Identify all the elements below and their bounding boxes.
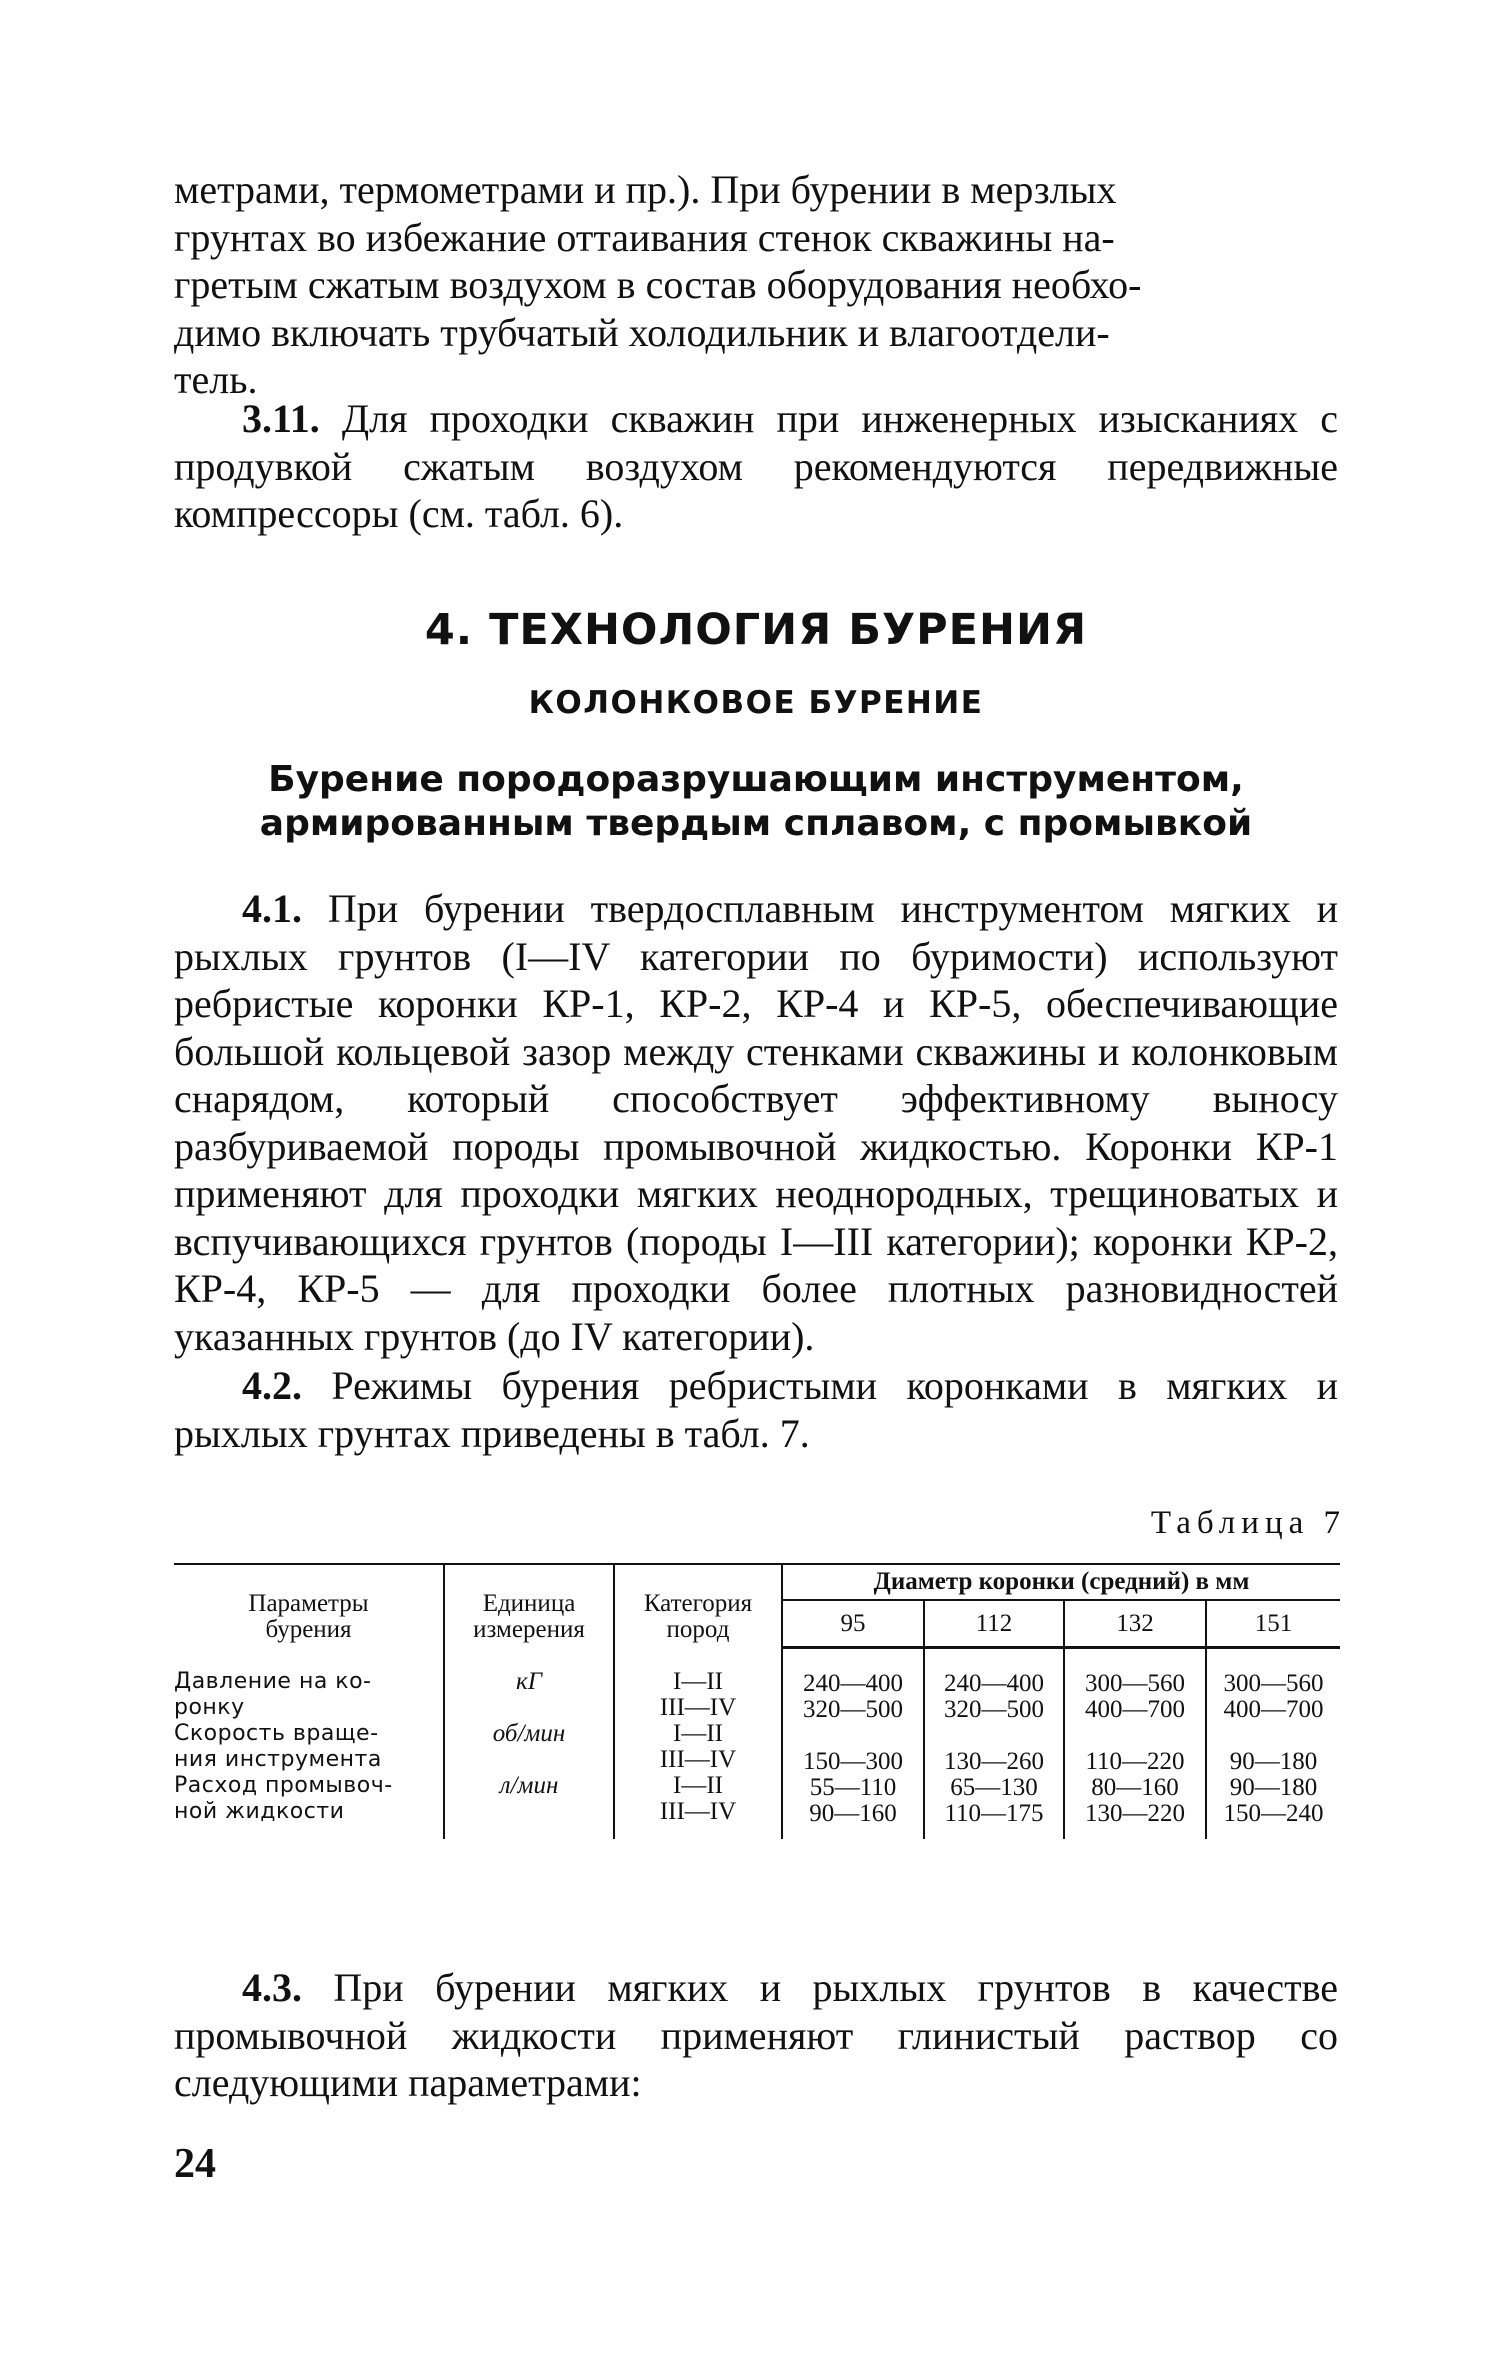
diameter-132-column [1064, 1647, 1206, 1839]
cell-line: 110—175 [944, 1799, 1044, 1827]
heading-line: Бурение породоразрушающим инструментом, [268, 759, 1244, 800]
cell-line: 130—260 [944, 1747, 1044, 1775]
cell-line: Давление на ко- [174, 1669, 372, 1694]
header-line: измерения [473, 1616, 585, 1643]
cell-line: 400—700 [1085, 1695, 1185, 1723]
header-line: Единица [482, 1590, 576, 1617]
header-diameter-151: 151 [1206, 1600, 1340, 1647]
intro-line: тель. [174, 357, 258, 402]
paragraph-number: 4.2. [242, 1363, 302, 1408]
paragraph-3-11 [174, 395, 1338, 538]
cell-line: 320—500 [944, 1695, 1044, 1723]
header-diameter-95: 95 [782, 1600, 924, 1647]
paragraph-text: При бурении мягких и рыхлых грунтов в качестве промывочной жидкости применяют глинистый раствор со следующими параметрами: [174, 1965, 1339, 2105]
header-param [174, 1564, 444, 1647]
diameter-95-column [782, 1647, 924, 1839]
cell-line: I—II [673, 1720, 723, 1747]
header-unit [444, 1564, 614, 1647]
intro-line: димо включать трубчатый холодильник и влагоотдели- [174, 309, 1110, 355]
intro-line: грунтах во избежание оттаивания стенок скважины на- [174, 214, 1115, 260]
cell-line: 400—700 [1223, 1695, 1324, 1723]
subsection-heading: КОЛОНКОВОЕ БУРЕНИЕ [528, 685, 984, 721]
diameter-112-column [924, 1647, 1064, 1839]
paragraph-4-3 [174, 1964, 1338, 2107]
drilling-modes-table [174, 1563, 1340, 1839]
header-line: Параметры [248, 1590, 369, 1617]
cell-line: 65—130 [950, 1773, 1038, 1801]
intro-line: гретым сжатым воздухом в состав оборудования необхо- [174, 262, 1142, 307]
cell-line: I—II [673, 1668, 723, 1695]
cell-line: ния инструмента [174, 1747, 382, 1772]
cell-line: 320—500 [803, 1695, 903, 1723]
cell-line: 240—400 [803, 1669, 903, 1697]
cell-line: 80—160 [1091, 1773, 1179, 1801]
header-diameter-group: Диаметр коронки (средний) в мм [782, 1564, 1340, 1600]
param-column [174, 1647, 444, 1839]
paragraph-text: При бурении твердосплавным инструментом мягких и рыхлых грунтов (I—IV категории по буримости) используют ребристые коронки КР-1, КР-2, КР-4 и КР-5, обеспечивающие большой кольцевой зазор между стенками скважины и колонковым снарядом, который способствует эффективному выносу разбуриваемой породы промывочной жидкостью. Коронки КР-1 применяют для проходки мягких неоднородных, трещиноватых и вспучивающихся грунтов (породы I—III категории); коронки КР-2, КР-4, КР-5 — для проходки более плотных разновидностей указанных грунтов (до IV категории). [174, 886, 1338, 1359]
paragraph-4-1 [174, 885, 1338, 1360]
diameter-151-column [1206, 1647, 1340, 1839]
paragraph-text: Режимы бурения ребристыми коронками в мягких и рыхлых грунтах приведены в табл. 7. [174, 1363, 1338, 1456]
paragraph-number: 4.3. [242, 1965, 302, 2010]
cell-line: 150—240 [1223, 1799, 1324, 1827]
header-diameter-132: 132 [1064, 1600, 1206, 1647]
intro-paragraph [174, 166, 1338, 404]
unit-column [444, 1647, 614, 1839]
cell-line: ронку [174, 1695, 245, 1720]
table-row [174, 1647, 1340, 1839]
cell-line: 90—180 [1229, 1747, 1318, 1775]
cell-line: л/мин [499, 1772, 559, 1799]
cell-line: Расход промывоч- [174, 1773, 393, 1798]
cell-line: I—II [673, 1772, 723, 1799]
cell-line: 90—180 [1229, 1773, 1318, 1801]
heading-line: армированным твердым сплавом, с промывкой [259, 803, 1253, 844]
category-column [614, 1647, 782, 1839]
header-category [614, 1564, 782, 1647]
cell-line: 110—220 [1085, 1747, 1185, 1775]
cell-line: 130—220 [1085, 1799, 1185, 1827]
cell-line: 55—110 [809, 1773, 897, 1801]
section-heading: 4. ТЕХНОЛОГИЯ БУРЕНИЯ [424, 605, 1088, 655]
table-caption: Таблица 7 [1150, 1505, 1346, 1541]
cell-line: ной жидкости [174, 1799, 345, 1824]
header-diameter-112: 112 [924, 1600, 1064, 1647]
paragraph-4-2 [174, 1362, 1338, 1457]
cell-line: III—IV [659, 1746, 737, 1773]
cell-line: 150—300 [803, 1747, 903, 1775]
paragraph-text: Для проходки скважин при инженерных изысканиях с продувкой сжатым воздухом рекомендуются передвижные компрессоры (см. табл. 6). [174, 396, 1339, 536]
cell-line: 240—400 [944, 1669, 1044, 1697]
cell-line: 90—160 [809, 1799, 897, 1827]
cell-line: Скорость враще- [174, 1721, 379, 1746]
header-line: Категория [643, 1590, 753, 1617]
cell-line: об/мин [492, 1720, 566, 1747]
header-line: бурения [265, 1616, 352, 1643]
cell-line: кГ [516, 1668, 542, 1695]
page-number: 24 [174, 2141, 216, 2187]
cell-line: III—IV [659, 1694, 737, 1721]
paragraph-number: 3.11. [242, 396, 320, 441]
intro-line: метрами, термометрами и пр.). При бурении в мерзлых [174, 167, 1117, 212]
cell-line: III—IV [659, 1798, 737, 1825]
paragraph-number: 4.1. [242, 886, 302, 931]
cell-line: 300—560 [1223, 1669, 1324, 1697]
header-line: пород [666, 1616, 730, 1643]
cell-line: 300—560 [1085, 1669, 1185, 1697]
subsubsection-heading [174, 758, 1338, 846]
